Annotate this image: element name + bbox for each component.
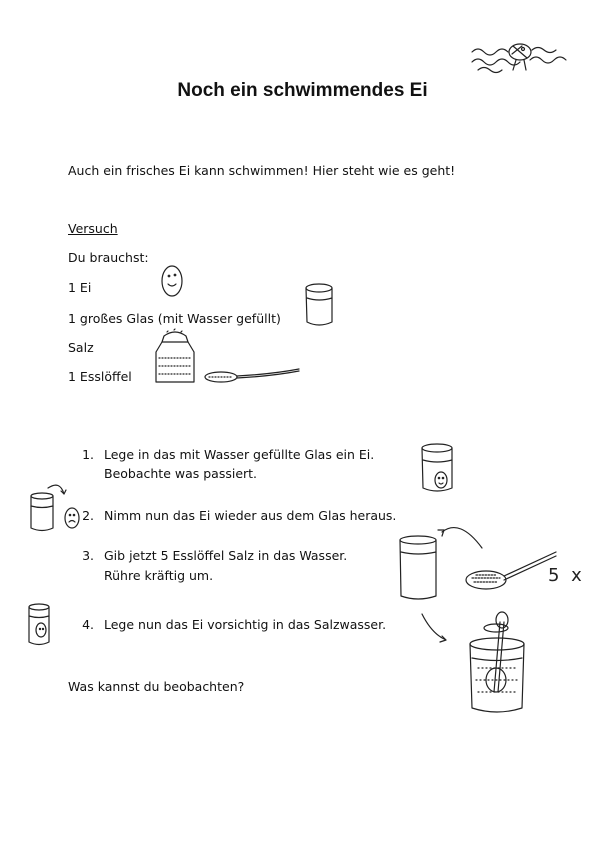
material-item: Salz — [68, 340, 94, 355]
page-title: Noch ein schwimmendes Ei — [177, 80, 428, 101]
glass-stirred-icon — [420, 608, 530, 720]
step-text: Lege in das mit Wasser gefüllte Glas ein Ei. — [104, 447, 375, 462]
material-item: 1 Esslöffel — [68, 369, 132, 384]
intro-text: Auch ein frisches Ei kann schwimmen! Hier steht wie es geht! — [68, 163, 456, 178]
spoon-icon — [203, 365, 303, 385]
glass-icon — [303, 282, 337, 328]
step-text: Nimm nun das Ei wieder aus dem Glas heraus. — [104, 508, 397, 523]
step-number: 4. — [82, 617, 94, 632]
salt-spoon-icon — [464, 548, 560, 594]
step-text: Lege nun das Ei vorsichtig in das Salzwasser. — [104, 617, 387, 632]
glass-with-egg-icon — [418, 442, 458, 494]
step-number: 3. — [82, 548, 94, 563]
materials-heading: Du brauchst: — [68, 250, 149, 265]
swimming-fish-icon — [470, 38, 570, 78]
step-text: Beobachte was passiert. — [104, 466, 258, 481]
material-item: 1 großes Glas (mit Wasser gefüllt) — [68, 311, 281, 326]
step-number: 1. — [82, 447, 94, 462]
times-label: 5 x — [548, 565, 585, 586]
section-heading: Versuch — [68, 221, 118, 236]
step-text: Rühre kräftig um. — [104, 568, 214, 583]
glass-pour-icon — [28, 478, 68, 534]
material-item: 1 Ei — [68, 280, 92, 295]
question-text: Was kannst du beobachten? — [68, 679, 245, 694]
step-text: Gib jetzt 5 Esslöffel Salz in das Wasser. — [104, 548, 348, 563]
glass-water-icon — [27, 602, 53, 648]
egg-icon — [160, 263, 184, 299]
salt-shaker-icon — [150, 328, 200, 386]
step-number: 2. — [82, 508, 94, 523]
